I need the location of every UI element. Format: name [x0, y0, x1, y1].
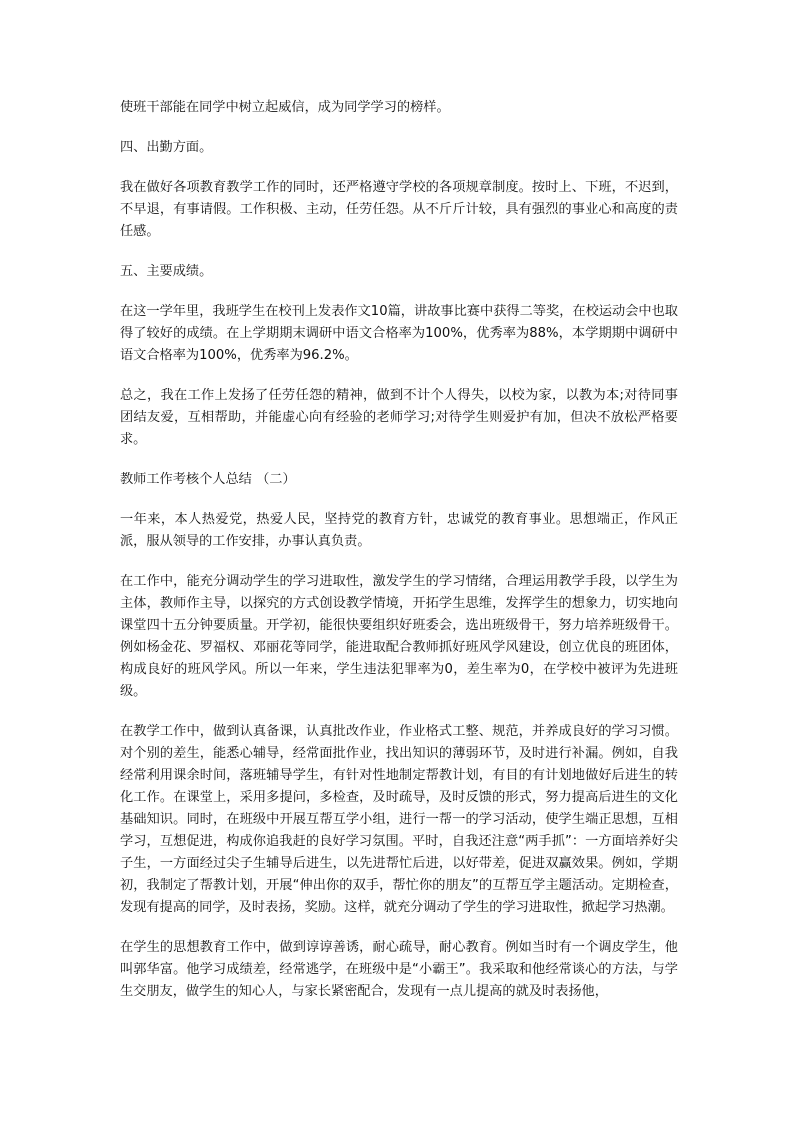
paragraph: 在这一学年里，我班学生在校刊上发表作文10篇，讲故事比赛中获得二等奖，在校运动会中也取得了较好的成绩。在上学期期末调研中语文合格率为100%，优秀率为88%，本学期期中调研中语文合格率为100%，优秀率为96.2%。 [120, 304, 678, 363]
section-heading: 五、主要成绩。 [120, 264, 213, 279]
paragraph: 一年来，本人热爱党，热爱人民，坚持党的教育方针，忠诚党的教育事业。思想端正，作风正派，服从领导的工作安排，办事认真负责。 [120, 512, 678, 549]
document-body [120, 97, 678, 1021]
article-title: 教师工作考核个人总结 （二） [120, 472, 296, 487]
paragraph: 总之，我在工作上发扬了任劳任怨的精神，做到不计个人得失，以校为家，以教为本;对待同事团结友爱，互相帮助，并能虚心向有经验的老师学习;对待学生则爱护有加，但决不放松严格要求。 [120, 388, 678, 447]
paragraph: 使班干部能在同学中树立起威信，成为同学学习的榜样。 [120, 100, 450, 115]
paragraph: 我在做好各项教育教学工作的同时，还严格遵守学校的各项规章制度。按时上、下班，不迟到，不早退，有事请假。工作积极、主动，任劳任怨。从不斤斤计较，具有强烈的事业心和高度的责任感。 [120, 180, 678, 239]
section-heading: 四、出勤方面。 [120, 140, 213, 155]
paragraph: 在学生的思想教育工作中，做到谆谆善诱，耐心疏导，耐心教育。例如当时有一个调皮学生，他叫郭华富。他学习成绩差，经常逃学，在班级中是“小霸王”。我采取和他经常谈心的方法，与学生交朋友，做学生的知心人，与家长紧密配合，发现有一点儿提高的就及时表扬他， [120, 940, 678, 999]
paragraph: 在工作中，能充分调动学生的学习进取性，激发学生的学习情绪，合理运用教学手段，以学生为主体，教师作主导，以探究的方式创设教学情境，开拓学生思维，发挥学生的想象力，切实地向课堂四十五分钟要质量。开学初，能很快要组织好班委会，选出班级骨干，努力培养班级骨干。例如杨金花、罗福权、邓丽花等同学，能进取配合教师抓好班风学风建设，创立优良的班团体，构成良好的班风学风。所以一年来，学生违法犯罪率为0，差生率为0，在学校中被评为先进班级。 [120, 574, 678, 699]
paragraph: 在教学工作中，做到认真备课，认真批改作业，作业格式工整、规范，并养成良好的学习习惯。对个别的差生，能悉心辅导，经常面批作业，找出知识的薄弱环节，及时进行补漏。例如，自我经常利用课余时间，落班辅导学生，有针对性地制定帮教计划，有目的有计划地做好后进生的转化工作。在课堂上，采用多提问，多检查，及时疏导，及时反馈的形式，努力提高后进生的文化基础知识。同时，在班级中开展互帮互学小组，进行一帮一的学习活动，使学生端正思想，互相学习，互想促进，构成你追我赶的良好学习氛围。平时，自我还注意“两手抓”：一方面培养好尖子生，一方面经过尖子生辅导后进生，以先进帮忙后进，以好带差，促进双赢效果。例如，学期初，我制定了帮教计划，开展“伸出你的双手，帮忙你的朋友”的互帮互学主题活动。定期检查，发现有提高的同学，及时表扬，奖励。这样，就充分调动了学生的学习进取性，掀起学习热潮。 [120, 724, 678, 915]
